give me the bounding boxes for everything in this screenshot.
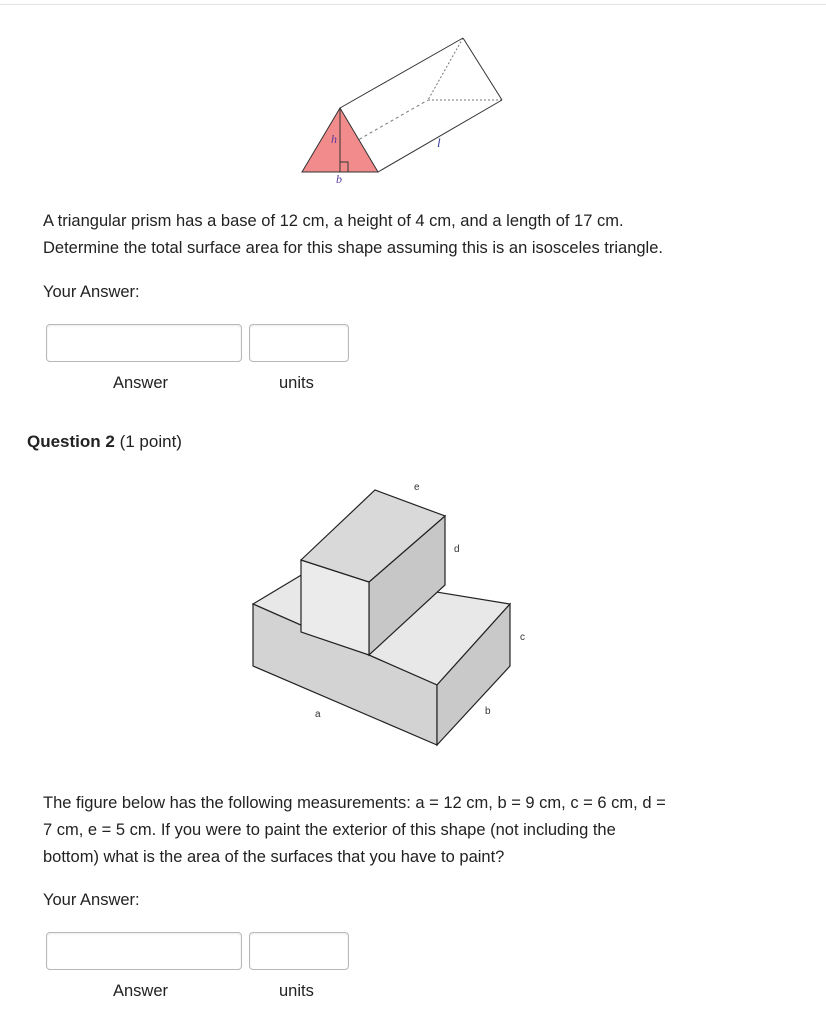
base-label: b	[336, 172, 342, 186]
question1-answer-label: Answer	[113, 374, 169, 392]
question2-points: (1 point)	[119, 432, 182, 451]
triangular-prism-figure	[290, 30, 520, 190]
question2-answer-label: Answer	[113, 982, 169, 1000]
question2-line3: bottom) what is the area of the surfaces that you have to paint?	[43, 848, 505, 866]
question2-your-answer: Your Answer:	[43, 891, 140, 909]
question2-line2: 7 cm, e = 5 cm. If you were to paint the exterior of this shape (not including the	[43, 821, 616, 839]
label-e: e	[414, 482, 420, 493]
question1-your-answer: Your Answer:	[43, 283, 140, 301]
height-label: h	[331, 132, 337, 146]
question1-answer-input[interactable]	[46, 324, 242, 362]
question1-text	[43, 208, 783, 262]
length-label: l	[437, 135, 441, 150]
question1-line2: Determine the total surface area for this shape assuming this is an isosceles triangle.	[43, 239, 663, 257]
label-c: c	[520, 632, 525, 643]
label-d: d	[454, 544, 460, 555]
question2-units-input[interactable]	[249, 932, 349, 970]
question2-line1: The figure below has the following measurements: a = 12 cm, b = 9 cm, c = 6 cm, d =	[43, 794, 666, 812]
question1-units-label: units	[279, 374, 314, 392]
composite-box-figure	[245, 478, 535, 753]
question2-title: Question 2	[27, 432, 115, 451]
question2-units-label: units	[279, 982, 314, 1000]
question1-units-input[interactable]	[249, 324, 349, 362]
question2-answer-input[interactable]	[46, 932, 242, 970]
question1-line1: A triangular prism has a base of 12 cm, a height of 4 cm, and a length of 17 cm.	[43, 212, 624, 230]
question2-text	[43, 790, 783, 871]
label-a: a	[315, 709, 321, 720]
top-divider	[0, 4, 826, 5]
label-b: b	[485, 706, 491, 717]
question2-heading	[27, 432, 182, 452]
